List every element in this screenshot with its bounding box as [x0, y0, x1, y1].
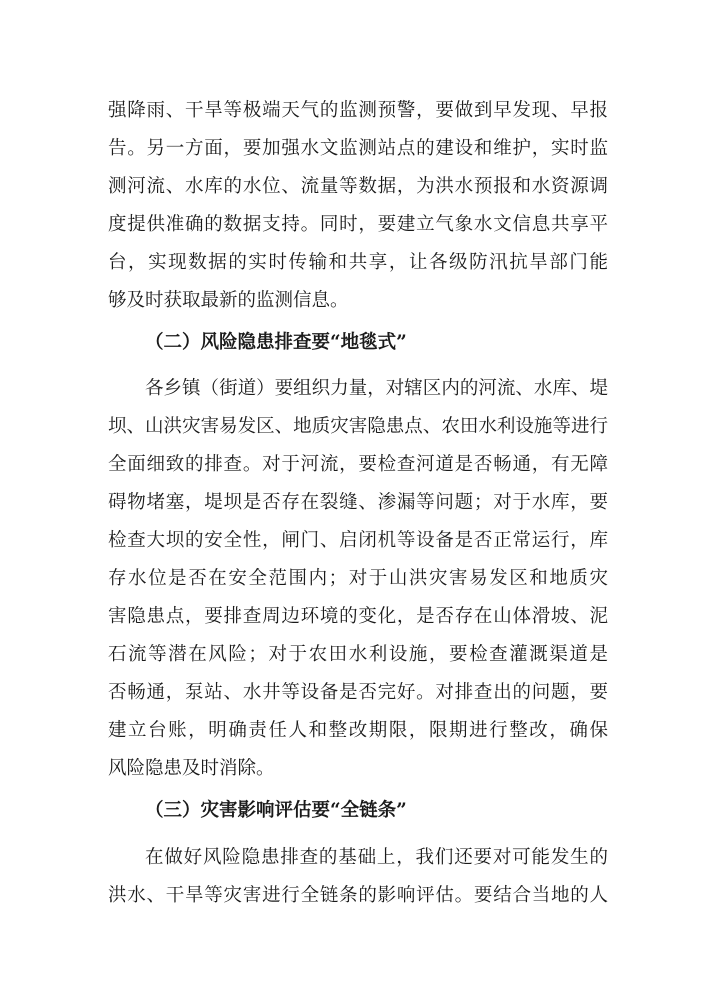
paragraph-line: 强降雨、干旱等极端天气的监测预警，要做到早发现、早报	[108, 100, 608, 121]
paragraph-line: 石流等潜在风险；对于农田水利设施，要检查灌溉渠道是	[108, 644, 608, 665]
paragraph-line: 告。另一方面，要加强水文监测站点的建设和维护，实时监	[108, 138, 608, 159]
paragraph-line: 风险隐患及时消除。	[108, 758, 275, 779]
paragraph-line: 坝、山洪灾害易发区、地质灾害隐患点、农田水利设施等进行	[108, 416, 608, 437]
paragraph-line: 害隐患点，要排查周边环境的变化，是否存在山体滑坡、泥	[108, 606, 608, 627]
section-heading: （三）灾害影响评估要“全链条”	[145, 800, 407, 821]
paragraph-line: 各乡镇（街道）要组织力量，对辖区内的河流、水库、堤	[145, 378, 608, 399]
paragraph-line: 建立台账，明确责任人和整改期限，限期进行整改，确保	[108, 720, 608, 741]
paragraph-line: 全面细致的排查。对于河流，要检查河道是否畅通，有无障	[108, 454, 608, 475]
paragraph-line: 台，实现数据的实时传输和共享，让各级防汛抗旱部门能	[108, 252, 608, 273]
paragraph-line: 够及时获取最新的监测信息。	[108, 290, 349, 311]
paragraph-line: 存水位是否在安全范围内；对于山洪灾害易发区和地质灾	[108, 568, 608, 589]
paragraph-line: 检查大坝的安全性，闸门、启闭机等设备是否正常运行，库	[108, 530, 608, 551]
paragraph-line: 碍物堵塞，堤坝是否存在裂缝、渗漏等问题；对于水库，要	[108, 492, 608, 513]
paragraph-line: 否畅通，泵站、水井等设备是否完好。对排查出的问题，要	[108, 682, 608, 703]
paragraph-line: 在做好风险隐患排查的基础上，我们还要对可能发生的	[145, 847, 608, 868]
section-heading: （二）风险隐患排查要“地毯式”	[145, 332, 407, 353]
paragraph-line: 测河流、水库的水位、流量等数据，为洪水预报和水资源调	[108, 176, 608, 197]
paragraph-line: 度提供准确的数据支持。同时，要建立气象水文信息共享平	[108, 214, 608, 235]
paragraph-line: 洪水、干旱等灾害进行全链条的影响评估。要结合当地的人	[108, 885, 608, 906]
